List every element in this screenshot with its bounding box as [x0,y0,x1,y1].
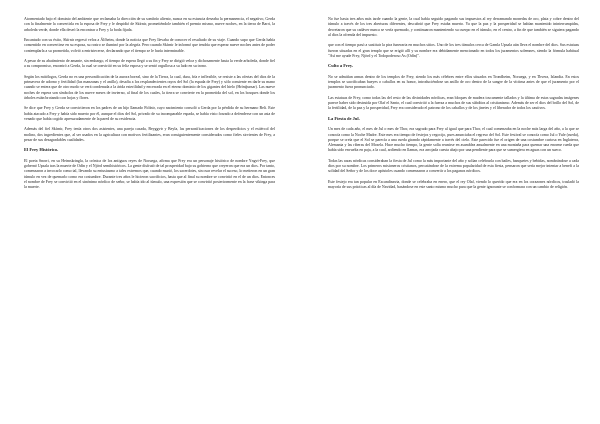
paragraph: No se admitían armas dentro de los templos de Frey, siendo los más célebres entre ellos situados en Trondheim, Noruega, y en Thvera, Islandia. En estos templos se sacrificaban bueyes o caballos en su honor, introduciéndose un anillo de oro dentro de la sangre de la víctima antes de que el juramento por el juramento fuera pronunciado. [328,73,579,90]
paragraph: Además del fiel Skírnir, Frey tenía otros dos asistentes, una pareja casada, Beyggvir y Beyla, las personificaciones de los desperdicios y el estiércol del molino, dos ingredientes que, al ser usados en la agricultura con motivos fertilizantes, eran consiguientemente considerados como fieles sirvientes de Frey, a pesar de sus desagradables cualidades. [24,126,275,142]
paragraph: Según los mitólogos, Gerda no es una personificación de la aurora boreal, sino de la Tierra, la cual, dura, fría e inflexible, se resiste a las ofertas del dios de la primavera de adorno y fertilidad (las manzanas y el anillo), desafía a los resplandecientes rayos del Sol (la espada de Frey) y sólo consiente en darle su mano cuando se entera que de otro modo se verá condenada a la árida esterilidad y encerrada en el eterno dominio de los gigantes del hielo (Hrímþursar). Las nueve noches de espera son símbolos de los nueve meses de invierno, al final de los cuales, la tierra se convierte en la prometida del sol, en los bosques donde los árboles están brotando con hojas y flores. [24,73,275,100]
left-page [24,16,275,414]
paragraph: Encantado con su éxito, Skírnir regresó veloz a Álfheim, donde la noticia que Frey llevaba de conocer el resultado de su viaje. Cuando supo que Gerda había consentido en convertirse en su esposa, su rostro se iluminó por la alegría. Pero cuando Skírnir le informó que tendría que esperar nueve noches antes de poder contemplarla a su prometida, volvió a entristecerse, declarando que el tiempo se le haría interminable. [24,37,275,53]
paragraph: Se dice que Frey y Gerda se convirtieron en los padres de un hijo llamado Fiölnir, cuyo nacimiento consoló a Gerda por la pérdida de su hermano Beli. Este había atacado a Frey y había sido muerto por él, aunque el dios del Sol, privado de su incomparable espada, se había visto forzado a defenderse con un asta de venado que había cogido apresuradamente de la pared de su residencia. [24,105,275,121]
paragraph: Este festejo era tan popular en Escandinavia, donde se celebraba en enero, que el rey Olaf, viendo lo querido que era en los corazones nórdicos, trasladó la mayoría de sus prácticas al día de Navidad, basándose en este santo mismo mucho para que la gente ignorante se conformara con un cambio de religión. [328,178,579,189]
paragraph: No fue hasta tres años más tarde cuando la gente, la cual había seguido pagando sus impuestos al rey derramando monedas de oro, plata y cobre dentro del túmulo a través de los tres aberturas diferentes, descubrió que Frey estaba muerto. Ya que la paz y la prosperidad se habían mantenido ininterrumpidas, decretaron que su cadáver nunca se vería quemado, y continuaron manteniendo su cuerpo en el túmulo, en el centro, a fin de que también se siguiera pagando al dios la ofrenda del impuesto. [328,16,579,37]
right-page-text [328,16,579,189]
left-page-text [24,16,275,189]
right-page [328,16,579,414]
section-heading: Culto a Frey. [328,63,354,69]
section-heading: El Frey Histórico. [24,147,59,153]
paragraph: Atormentado bajo el dominio del ambiente que reclamaba la dirección de su sombrío aliento, nunca en su estancia deseaba la permanencia, el negativo, Gerda con la finalmente la convertirla en la esposa de Frey y le despidió de Skírnir, prometiéndole también el premio mismo, nueve noches, en la tierra de Barri, la arboleda verde, donde ella deseó la encontrar a Frey y la boda fijada. [24,16,275,32]
paragraph: Las estatuas de Frey, como todas las del resto de las divinidades nórdicas, eran bloques de madera toscamente tallados y la última de estas sagradas imágenes parece haber sido destruida por Olaf el Santo, el cual convirtió a la fuerza a muchos de sus súbditos al cristianismo. Además de ser el dios del brillo del Sol, de la fertilidad, de la paz y la prosperidad, Frey era considerado el patrono de los caballos y de los jinetes y el liberador de todos los cautivos. [328,94,579,111]
paragraph: que con el tiempo pasó a sustituir la pira funeraria en muchos sitios. Uno de los tres túmulos cerca de Gamla Upsala aún lleva el nombre del dios. Sus estatuas fueron situadas en el gran templo que se erigió allí y su nombre era debidamente mencionado en todos los juramentos solemnes, siendo la fórmula habitual "Así me ayude Frey, Njörd y el Todopoderoso As (Odín)". [328,42,579,58]
paragraph: A pesar de su abatimiento de amante, sin embargo, el tiempo de espera llegó a su fin y Frey se dirigió veloz y dichosamente hasta la verde arboleda, donde fiel a su compromiso, encontró a Gerda, la cual se convirtió en su feliz esposa y se sentó orgullosa a su lado en su trono. [24,58,275,69]
paragraph: Todas las razas nórdicas consideraban la fiesta de Jul como la más importante del año y solían celebrarla con bailes, banquetes y bebidas, nombrándose a cada dios por su nombre. Los primeros misioneros cristianos, percatándose de la extrema popularidad de esta fiesta, pensaron que sería mejor intentar a benefi a la solidad del Señor y de los doce apóstoles cuando comenzaron a convertir a los paganos nórdicos. [328,157,579,174]
paragraph: El poeta Snorri, en su Heimskringla, la crónica de los antiguos reyes de Noruega, afirma que Frey era un personaje histórico de nombre Yngvi-Frey, que gobernó Upsala tras la muerte de Odín y el Njörd semihistóricos. La gente disfrutó de tal prosperidad bajo su gobierno que creyeron que era un dios. Por tanto, comenzaron a invocarlo como tal, llevando su entusiasmo a tales extremos que, cuando murió, los sacerdotes, sin osar revelar el suceso, lo metieron en un gran túmulo en vez de quemarlo como era costumbre. Durante tres años le hicieron sacrificios, hasta que al final su nombre se convirtió en el de un dios. Entonces el nombre de Frey se convirtió en el sinónimo nórdico de señor, se había ido al túmulo, una expresión que se convirtió posteriormente en la frase vikinga para la muerte. [24,157,275,189]
paragraph: Un mes de cada año, el mes de Jul o mes de Thor, era sagrado para Frey al igual que para Thor, el cual comenzaba en la noche más larga del año, a la que se conocía como la Noche Madre. Este mes era tiempo de festejos y regocijo, pues anunciaba el regreso del Sol. Este festival se conocía como Jul o Yule (rueda), porque se creía que el Sol se parecía a una rueda girando rápidamente a través del cielo. Este parecido fue el origen de una costumbre curiosa en Inglaterra, Alemania y las riberas del Mosela. Hace mucho tiempo, la gente solía reunirse en asamblea anualmente en una montaña para quemar una enorme rueda que había sido envuelta en paja, a la cual, ardiendo en llamas, era arrojada cuesta abajo por una pendiente para que se sumergiera en aguas con un sueco. [328,126,579,153]
section-heading: La Fiesta de Jul. [328,115,360,121]
